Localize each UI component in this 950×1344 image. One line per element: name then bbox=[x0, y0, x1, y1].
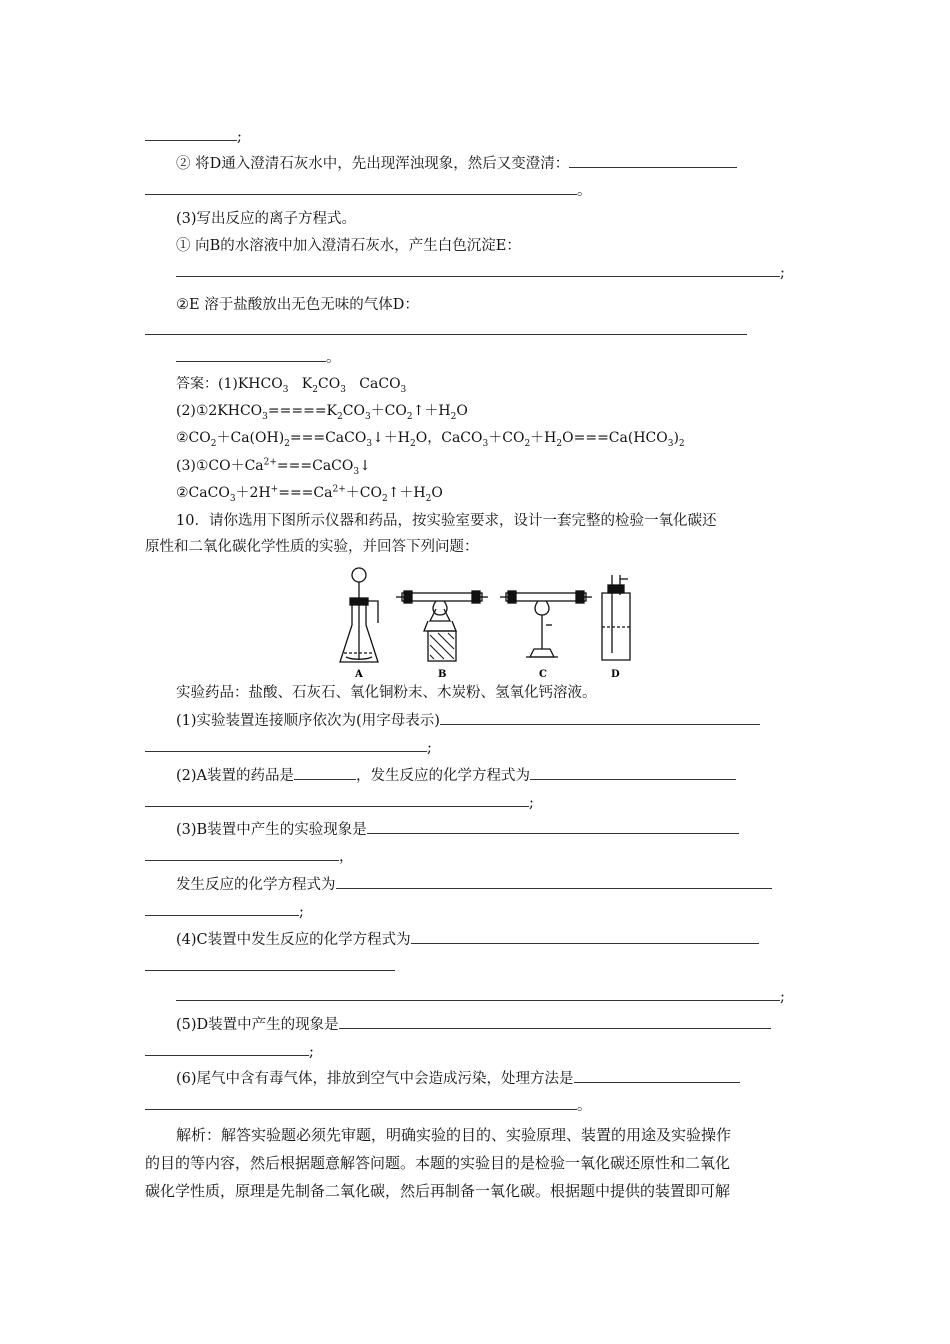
apparatus-figure bbox=[338, 565, 638, 680]
apparatus-b-tube-lamp bbox=[396, 591, 488, 661]
question-line: ① 向B的水溶液中加入澄清石灰水，产生白色沉淀E： bbox=[176, 238, 521, 254]
answer-blank-line: ; bbox=[176, 262, 785, 283]
answer-line-4: $(3)①CO+Ca^{2+}===CaCO_3↓$ bbox=[176, 457, 371, 477]
explanation-line: 碳化学性质，原理是先制备二氧化碳，然后再制备一氧化碳。根据题中提供的装置即可解 bbox=[145, 1182, 731, 1200]
label-c: C bbox=[539, 669, 547, 680]
answer-blank-line: ; bbox=[145, 792, 534, 813]
answer-line-3: $②CO_2+Ca(OH)_2===CaCO_3↓+H_2O$，$CaCO_3+CO_2+H_2O===Ca(HCO_3)_2$ bbox=[176, 430, 685, 449]
answer-blank-line: ; bbox=[145, 901, 304, 922]
subquestion-5: (5)D装置中产生的现象是 bbox=[176, 1014, 771, 1035]
answer-blank-line bbox=[145, 956, 395, 977]
question-10-line: 原性和二氧化碳化学性质的实验，并回答下列问题： bbox=[145, 539, 479, 555]
question-10-line: 10．请你选用下图所示仪器和药品，按实验室要求，设计一套完整的检验一氧化碳还 bbox=[176, 513, 717, 529]
label-b: B bbox=[438, 669, 447, 680]
apparatus-c-tube-burner bbox=[500, 591, 592, 657]
answer-line-5: $②CaCO_3+2H^+===Ca^{2+}+CO_2↑+H_2O$ bbox=[176, 484, 443, 504]
explanation-line: 解析：解答实验题必须先审题，明确实验的目的、实验原理、装置的用途及实验操作 bbox=[176, 1126, 732, 1144]
subquestion-6: (6)尾气中含有毒气体，排放到空气中会造成污染，处理方法是 bbox=[176, 1068, 740, 1089]
reagents-line: 实验药品：盐酸、石灰石、氧化铜粉末、木炭粉、氢氧化钙溶液。 bbox=[176, 685, 597, 701]
answer-blank-line: ， bbox=[145, 846, 354, 867]
label-a: A bbox=[355, 669, 363, 680]
answer-blank-line: ; bbox=[145, 737, 432, 758]
answer-blank-line: 。 bbox=[145, 180, 592, 201]
answer-blank-line: ; bbox=[145, 126, 242, 147]
apparatus-a-flask bbox=[340, 568, 378, 662]
answer-blank-line bbox=[145, 320, 747, 341]
subquestion-4: (4)C装置中发生反应的化学方程式为 bbox=[176, 929, 759, 950]
question-line: ② 将D通入澄清石灰水中，先出现浑浊现象，然后又变澄清： bbox=[176, 153, 737, 174]
label-d: D bbox=[611, 669, 620, 680]
answer-blank-line: ; bbox=[145, 1041, 314, 1062]
question-line: ②E 溶于盐酸放出无色无味的气体D： bbox=[176, 297, 419, 313]
subquestion-3: (3)B装置中产生的实验现象是 bbox=[176, 819, 739, 840]
subquestion-2: (2)A装置的药品是 ，发生反应的化学方程式为 bbox=[176, 765, 736, 786]
answer-line-2: $(2)①2KHCO_3=====K_2CO_3+CO_2↑+H_2O$ bbox=[176, 403, 468, 422]
answer-blank-line: ; bbox=[176, 986, 785, 1007]
explanation-line: 的目的等内容，然后根据题意解答问题。本题的实验目的是检验一氧化碳还原性和二氧化 bbox=[145, 1154, 731, 1172]
answer-line-1: 答案：$(1)KHCO_3$ $K_2CO_3$ CaCO$_3$ bbox=[176, 376, 407, 395]
subquestion-1: (1)实验装置连接顺序依次为(用字母表示) bbox=[176, 710, 760, 731]
subquestion-3b: 发生反应的化学方程式为 bbox=[176, 874, 772, 895]
apparatus-d-bottle bbox=[602, 575, 630, 660]
answer-blank-line: 。 bbox=[176, 347, 341, 368]
answer-blank-line: 。 bbox=[145, 1095, 592, 1116]
question-line: (3)写出反应的离子方程式。 bbox=[176, 211, 357, 227]
